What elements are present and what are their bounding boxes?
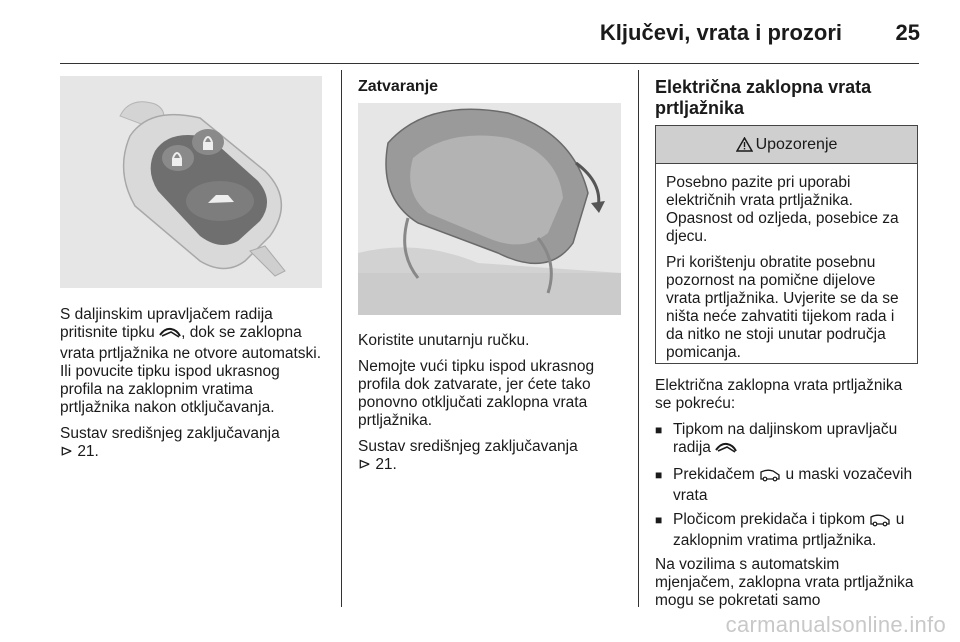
ref-arrow-icon: ⊳ bbox=[358, 456, 371, 473]
warning-header bbox=[656, 126, 917, 164]
car-outline-icon bbox=[869, 513, 891, 532]
watermark: carmanualsonline.info bbox=[725, 612, 946, 637]
column-3-text bbox=[655, 377, 920, 618]
tailgate-icon bbox=[159, 326, 181, 345]
column-divider-1 bbox=[341, 70, 342, 607]
key-fob-illustration bbox=[60, 76, 322, 288]
warning-body bbox=[656, 164, 917, 362]
column-2-paragraph-1: Koristite unutarnju ručku. bbox=[358, 332, 530, 349]
warning-paragraph-1: Posebno pazite pri uporabi električnih vrata prtljažnika. Opasnost od ozljeda, posebice za djecu. bbox=[666, 174, 899, 245]
cross-reference-link[interactable]: 21. bbox=[375, 456, 397, 473]
column-1-paragraph-2: Sustav središnjeg zaključavanja ⊳ 21. bbox=[60, 425, 280, 460]
tailgate-icon bbox=[715, 441, 737, 460]
tailgate-image bbox=[358, 103, 621, 315]
list-item: ■ Prekidačem u maski vozačevih vrata bbox=[655, 466, 920, 505]
cross-reference-link[interactable]: 21. bbox=[77, 443, 99, 460]
column-1-paragraph-1: S daljinskim upravljačem radija pritisnite tipku , dok se zaklopna vrata prtljažnika ne otvore automatski. Ili povucite tipku ispod ukrasnog profila na zaklopnim vratima prtljažnika nakon otključavanja. bbox=[60, 306, 322, 416]
ref-arrow-icon: ⊳ bbox=[60, 443, 73, 460]
running-header-title: Ključevi, vrata i prozori bbox=[599, 20, 842, 45]
column-2-paragraph-3: Sustav središnjeg zaključavanja ⊳ 21. bbox=[358, 438, 578, 473]
warning-paragraph-2: Pri korištenju obratite posebnu pozornost na pomične dijelove vrata prtljažnika. Uvjerite se da se ništa neće zahvatiti tijekom rada i da nitko ne stoji unutar područja pomicanja. bbox=[666, 254, 899, 361]
section-title: Električna zaklopna vrata prtljažnika bbox=[655, 77, 872, 118]
tailgate-closing-illustration bbox=[358, 103, 621, 315]
list-item: ■ Tipkom na daljinskom upravljaču radija bbox=[655, 421, 920, 460]
page-number: 25 bbox=[895, 20, 920, 45]
car-outline-icon bbox=[759, 468, 781, 487]
warning-triangle-icon bbox=[736, 137, 753, 152]
warning-box bbox=[655, 125, 918, 364]
column-3-paragraph-last: Na vozilima s automatskim mjenjačem, zaklopna vrata prtljažnika mogu se pokretati samo bbox=[655, 556, 914, 609]
header-rule bbox=[60, 63, 919, 64]
column-2-text bbox=[358, 332, 623, 482]
subheading-closing: Zatvaranje bbox=[358, 78, 439, 95]
warning-heading: Upozorenje bbox=[755, 135, 838, 153]
list-item: ■ Pločicom prekidača i tipkom u zaklopnim vratima prtljažnika. bbox=[655, 511, 920, 550]
column-1-text bbox=[60, 306, 325, 469]
column-2-paragraph-2: Nemojte vući tipku ispod ukrasnog profila dok zatvarate, jer ćete tako ponovno otključati zaklopna vrata prtljažnika. bbox=[358, 358, 595, 429]
column-divider-2 bbox=[638, 70, 639, 607]
column-3-intro: Električna zaklopna vrata prtljažnika se pokreću: bbox=[655, 377, 903, 412]
key-fob-image bbox=[60, 76, 322, 288]
